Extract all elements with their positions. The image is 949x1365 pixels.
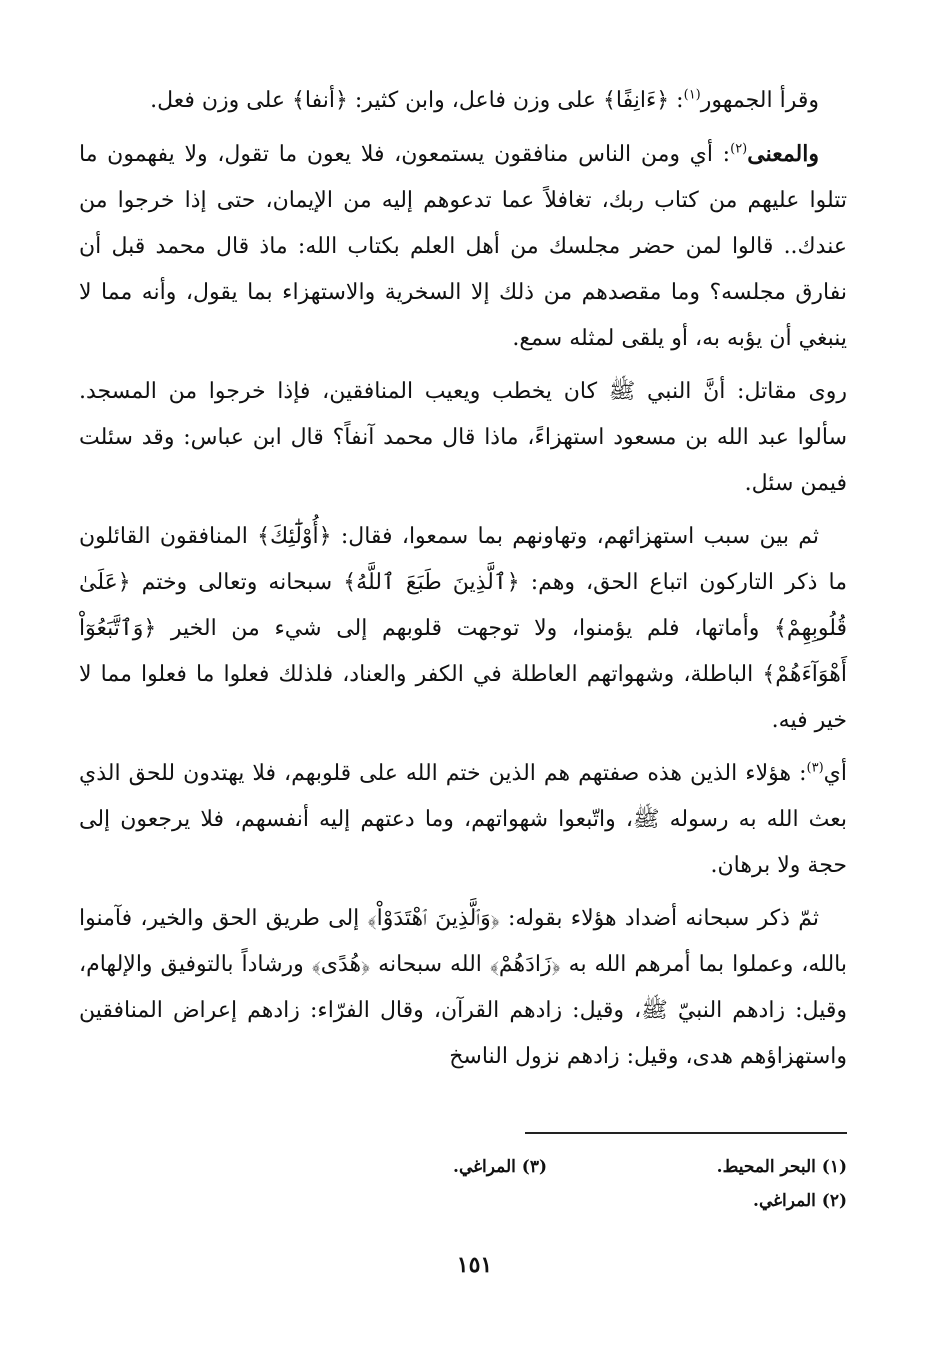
paragraph-2-text: : أي ومن الناس منافقون يستمعون، فلا يعون ما تقول، ولا يفهمون ما تتلوا عليهم من كتاب ربك، تغافلاً عما تدعوهم إليه من الإيمان، حتى إذا خرجوا من عندك.. قالوا لمن حضر مجلسك من أهل العلم بكتاب الله: ماذ قال محمد قبل أن نفارق مجلسه؟ وما مقصدهم من ذلك إلا السخرية والاستهزاء بما يقول، وأنه مما لا ينبغي أن يؤبه به، أو يلقى لمثله سمع. bbox=[79, 142, 847, 351]
paragraph-5 bbox=[79, 751, 847, 889]
page-number: ١٥١ bbox=[456, 1252, 493, 1278]
paragraph-1 bbox=[79, 78, 847, 124]
paragraph-2-bold-lead: والمعنى bbox=[747, 141, 819, 167]
paragraph-6-text: ثمّ ذكر سبحانه أضداد هؤلاء بقوله: ﴿وَٱلَّذِينَ ٱهْتَدَوْاْ﴾ إلى طريق الحق والخير، فآمنوا بالله، وعملوا بما أمرهم الله به ﴿زَادَهُمْ﴾ الله سبحانه ﴿هُدًى﴾ ورشاداً بالتوفيق والإلهام، وقيل: زادهم النبيّ ﷺ، وقيل: زادهم القرآن، وقال الفرّاء: زادهم إعراض المنافقين واستهزاؤهم هدى، وقيل: زادهم نزول الناسخ bbox=[79, 906, 847, 1069]
paragraph-4 bbox=[79, 514, 847, 744]
paragraph-1-text: : ﴿ءَانِفًا﴾ على وزن فاعل، وابن كثير: ﴿أنفا﴾ على وزن فعل. bbox=[150, 88, 684, 113]
paragraph-1-lead: وقرأ الجمهور bbox=[700, 88, 819, 113]
paragraph-3-text: روى مقاتل: أنَّ النبي ﷺ كان يخطب ويعيب المنافقين، فإذا خرجوا من المسجد. سألوا عبد الله بن مسعود استهزاءً، ماذا قال محمد آنفاً؟ قال ابن عباس: وقد سئلت فيمن سئل. bbox=[79, 379, 847, 496]
footnote-3: (٣) المراغي. bbox=[453, 1157, 547, 1177]
footnote-ref-1: (١) bbox=[683, 87, 701, 103]
paragraph-2 bbox=[79, 131, 847, 362]
paragraph-5-lead: أي bbox=[823, 761, 847, 786]
footnote-ref-2: (٢) bbox=[730, 141, 748, 157]
footnote-ref-3: (٣) bbox=[806, 760, 824, 776]
footnote-divider bbox=[525, 1132, 847, 1134]
footnote-row-1 bbox=[79, 1150, 847, 1184]
paragraph-3 bbox=[79, 369, 847, 507]
main-text bbox=[79, 78, 847, 1087]
footnotes bbox=[79, 1150, 847, 1218]
paragraph-6 bbox=[79, 896, 847, 1080]
footnote-row-2 bbox=[79, 1184, 847, 1218]
footnote-1: (١) البحر المحيط. bbox=[716, 1157, 847, 1177]
footnote-2: (٢) المراغي. bbox=[753, 1191, 847, 1211]
paragraph-4-text: ثم بين سبب استهزائهم، وتهاونهم بما سمعوا، فقال: ﴿أُوْلَٰٓئِكَ﴾ المنافقون القائلون ما ذكر التاركون اتباع الحق، وهم: ﴿ٱلَّذِينَ طَبَعَ ٱللَّهُ﴾ سبحانه وتعالى وختم ﴿عَلَىٰ قُلُوبِهِمْ﴾ وأماتها، فلم يؤمنوا، ولا توجهت قلوبهم إلى شيء من الخير ﴿وَٱتَّبَعُوٓاْ أَهْوَآءَهُمْ﴾ الباطلة، وشهواتهم العاطلة في الكفر والعناد، فلذلك فعلوا ما فعلوا مما لا خير فيه. bbox=[79, 524, 847, 733]
paragraph-5-text: : هؤلاء الذين هذه صفتهم هم الذين ختم الله على قلوبهم، فلا يهتدون للحق الذي بعث الله به رسوله ﷺ، واتّبعوا شهواتهم، وما دعتهم إليه أنفسهم، فلا يرجعون إلى حجة ولا برهان. bbox=[79, 761, 847, 878]
